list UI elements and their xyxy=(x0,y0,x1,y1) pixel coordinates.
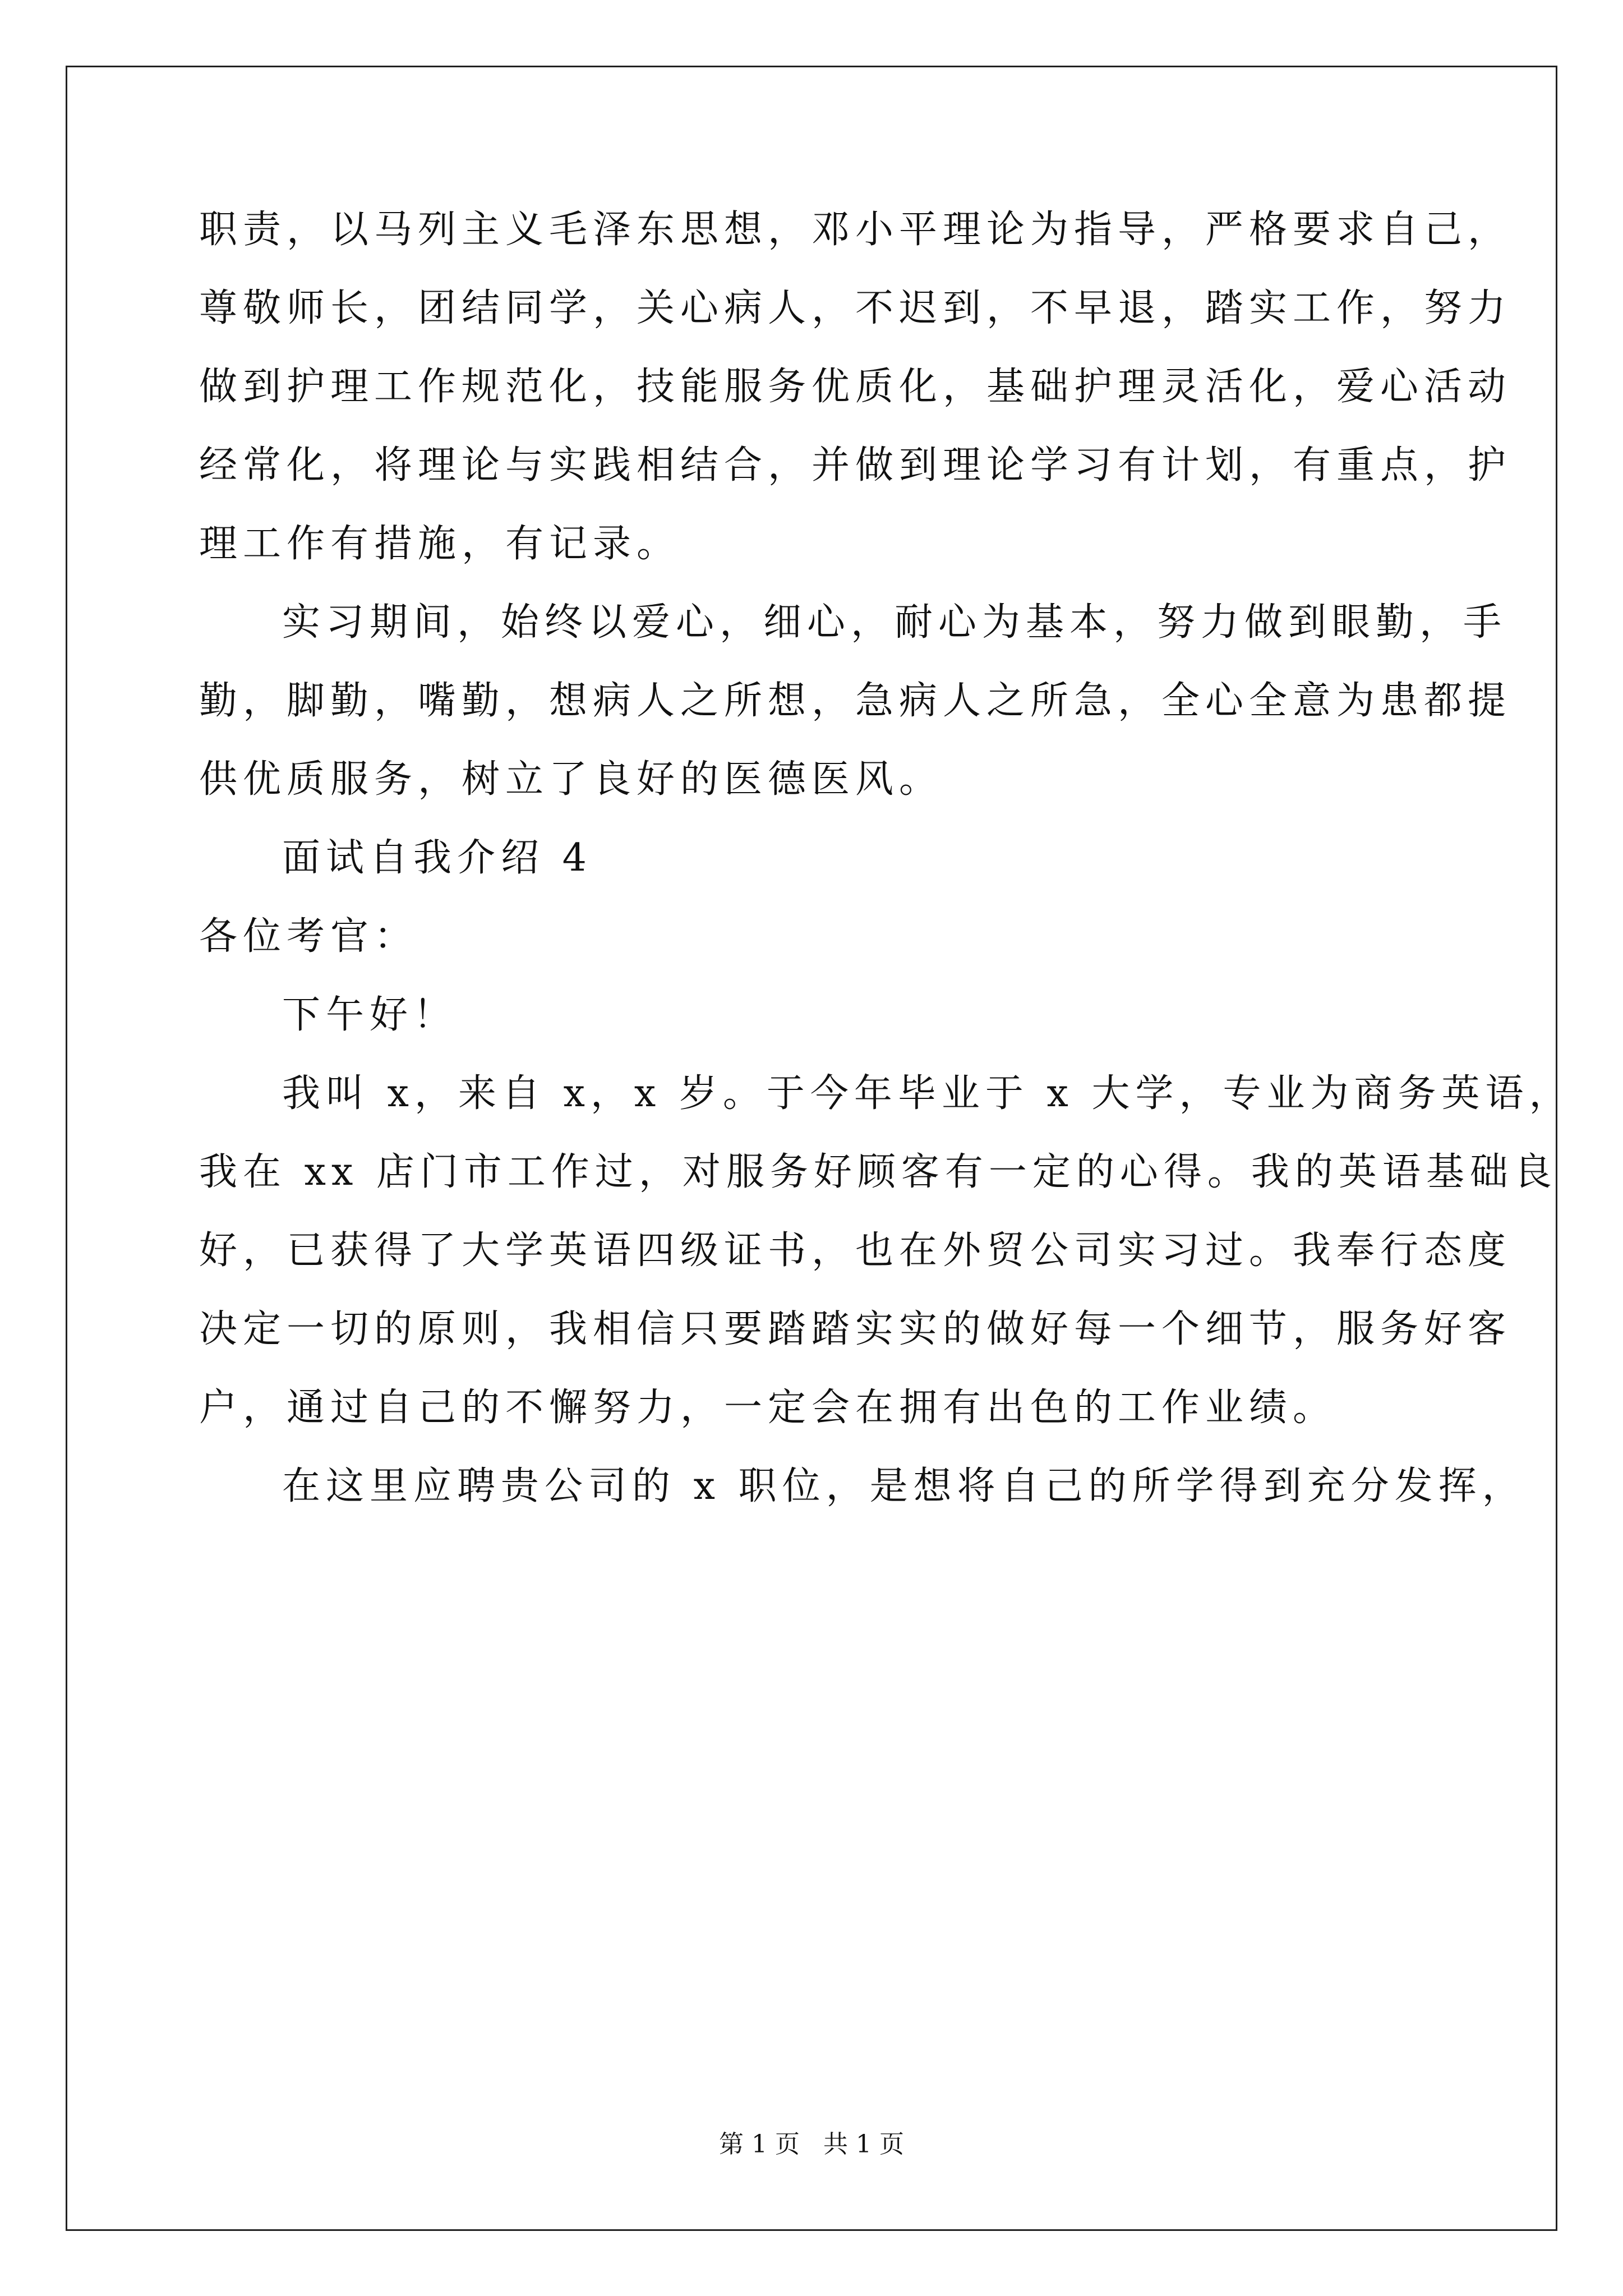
salutation: 各位考官： xyxy=(199,914,418,959)
text-line: 决定一切的原则，我相信只要踏踏实实的做好每一个细节，服务好客 xyxy=(199,1307,1512,1351)
page-footer: 第 1 页 共 1 页 xyxy=(719,2130,904,2159)
text-line: 做到护理工作规范化，技能服务优质化，基础护理灵活化，爱心活动 xyxy=(199,365,1512,409)
text-line: 理工作有措施，有记录。 xyxy=(199,522,681,566)
paragraph-start-line: 在这里应聘贵公司的 x 职位，是想将自己的所学得到充分发挥， xyxy=(282,1464,1526,1508)
paragraph-start-line: 实习期间，始终以爱心，细心，耐心为基本，努力做到眼勤，手 xyxy=(282,600,1507,645)
section-heading: 面试自我介绍 4 xyxy=(282,836,592,880)
text-line: 我在 xx 店门市工作过，对服务好顾客有一定的心得。我的英语基础良 xyxy=(199,1150,1557,1194)
text-line: 职责，以马列主义毛泽东思想，邓小平理论为指导，严格要求自己， xyxy=(199,208,1512,252)
text-line: 好，已获得了大学英语四级证书，也在外贸公司实习过。我奉行态度 xyxy=(199,1228,1512,1273)
text-line: 供优质服务，树立了良好的医德医风。 xyxy=(199,757,943,802)
greeting: 下午好！ xyxy=(282,993,458,1037)
text-line: 户，通过自己的不懈努力，一定会在拥有出色的工作业绩。 xyxy=(199,1386,1337,1430)
paragraph-start-line: 我叫 x，来自 x，x 岁。于今年毕业于 x 大学，专业为商务英语， xyxy=(282,1071,1573,1116)
text-line: 勤，脚勤，嘴勤，想病人之所想，急病人之所急，全心全意为患都提 xyxy=(199,679,1512,723)
text-line: 经常化，将理论与实践相结合，并做到理论学习有计划，有重点，护 xyxy=(199,443,1512,487)
text-line: 尊敬师长，团结同学，关心病人，不迟到，不早退，踏实工作，努力 xyxy=(199,286,1512,330)
